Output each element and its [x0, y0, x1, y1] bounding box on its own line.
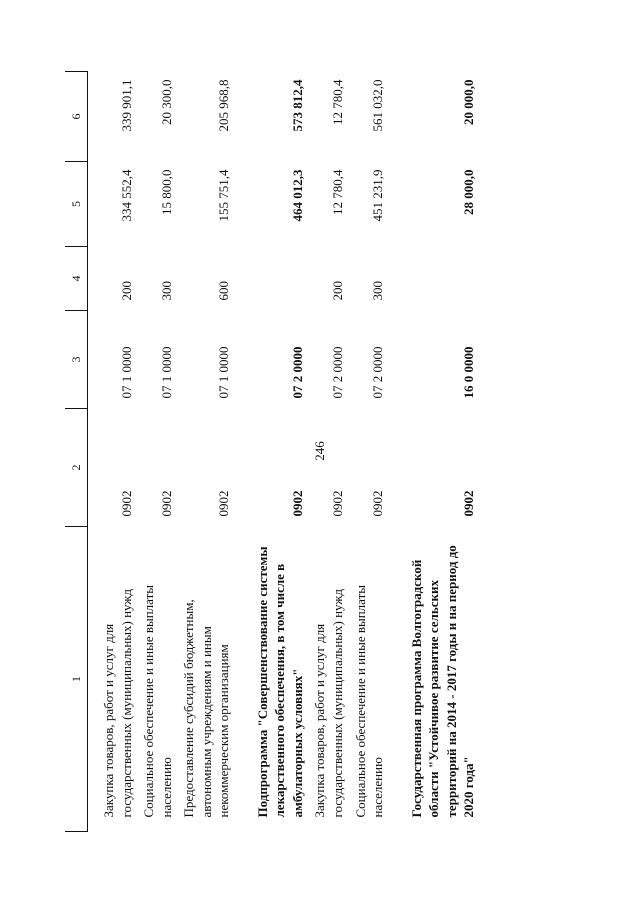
row-name: Социальное обеспечение и иные выплаты населению: [352, 584, 386, 818]
row-type: 600: [216, 281, 232, 301]
row-value-2016: 451 231,9: [370, 169, 386, 222]
header-col-5: 5: [65, 162, 88, 247]
row-value-2017: 205 968,8: [216, 79, 232, 132]
row-spacer: [235, 72, 251, 832]
header-col-2: 2: [65, 409, 88, 527]
row-name: Закупка товаров, работ и услуг для государственных (муниципальных) нужд: [101, 589, 134, 818]
row-value-2016: 155 751,4: [216, 169, 232, 222]
row-name: Подпрограмма "Совершенствование системы лекарственного обеспечения, в том числе в амбулаторных условиях": [254, 546, 305, 818]
row-value-2017: 20 000,0: [461, 79, 477, 125]
rotated-page: [65, 72, 585, 832]
row-target: 07 2 0000: [289, 346, 305, 399]
table-row: [177, 72, 235, 832]
row-value-2017: 573 812,4: [289, 79, 305, 132]
table-row: [308, 72, 348, 832]
row-type: [251, 247, 309, 311]
row-value-2017: 20 300,0: [158, 79, 174, 125]
row-name: Закупка товаров, работ и услуг для государственных (муниципальных) нужд: [312, 589, 346, 818]
header-row: [65, 72, 88, 832]
row-target: 07 1 0000: [158, 346, 174, 399]
row-section: 0902: [158, 490, 174, 517]
row-section: 0902: [330, 490, 346, 517]
table-row-subprogram: [251, 72, 309, 832]
table-row: [349, 72, 389, 832]
row-section: 0902: [461, 490, 477, 517]
table-row: [137, 72, 177, 832]
row-target: 07 2 0000: [370, 346, 386, 399]
table-row: [88, 72, 138, 832]
row-value-2017: 339 901,1: [118, 79, 134, 132]
row-target: 07 1 0000: [118, 346, 134, 399]
row-section: 0902: [216, 490, 232, 517]
row-type: 200: [330, 281, 346, 301]
row-value-2016: 464 012,3: [289, 169, 305, 222]
row-value-2016: 12 780,4: [330, 169, 346, 215]
header-col-1: 1: [65, 527, 88, 832]
row-target: 16 0 0000: [461, 346, 477, 399]
row-value-2017: 561 032,0: [370, 79, 386, 132]
row-section: 0902: [370, 490, 386, 517]
budget-table: [65, 71, 480, 832]
row-target: 07 2 0000: [330, 346, 346, 399]
row-type: 300: [370, 281, 386, 301]
row-name: Предоставление субсидий бюджетным, автономным учреждениям и иным некоммерческим организациям: [181, 599, 232, 818]
row-name: Социальное обеспечение и иные выплаты населению: [141, 584, 174, 818]
row-spacer: [389, 72, 405, 832]
row-value-2017: 12 780,4: [330, 79, 346, 125]
row-value-2016: 15 800,0: [158, 169, 174, 215]
table-row-program: [405, 72, 480, 832]
row-type: [405, 247, 480, 311]
header-col-4: 4: [65, 247, 88, 311]
row-target: 07 1 0000: [216, 346, 232, 399]
row-type: 200: [118, 281, 134, 301]
row-section: 0902: [118, 490, 134, 517]
row-section: 0902: [289, 490, 305, 517]
row-value-2016: 334 552,4: [118, 169, 134, 222]
header-col-3: 3: [65, 311, 88, 409]
row-name: Государственная программа Волгоградской области "Устойчивое развитие сельских территорий на 2014 - 2017 годы и на период до 2020 года": [408, 545, 477, 818]
page-number: 246: [312, 441, 327, 461]
row-value-2016: 28 000,0: [461, 169, 477, 215]
header-col-6: 6: [65, 72, 88, 162]
row-type: 300: [158, 281, 174, 301]
